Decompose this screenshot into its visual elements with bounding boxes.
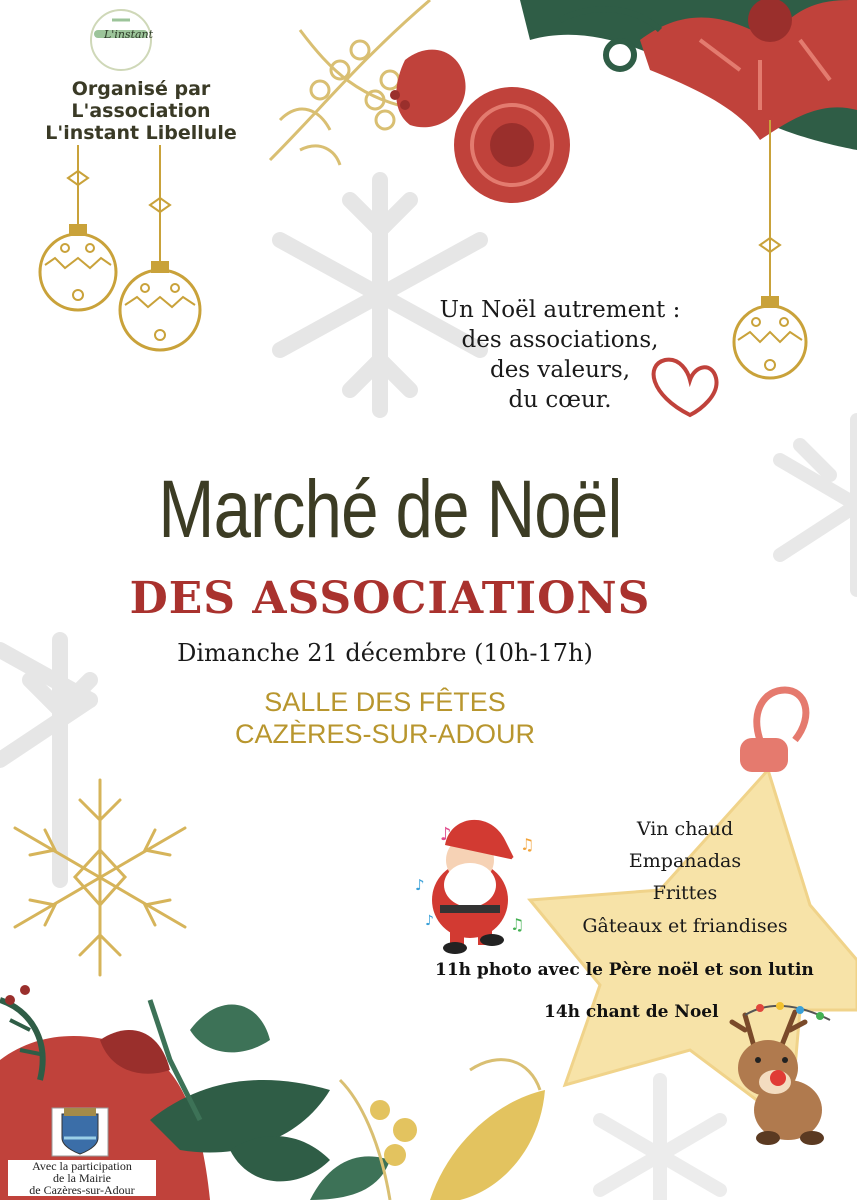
activity-item: 14h chant de Noel (544, 1002, 719, 1022)
organizer-line-3: L'instant Libellule (45, 122, 237, 144)
offer-item: Vin chaud (636, 818, 734, 840)
organizer-line-2: L'association (71, 100, 211, 122)
activity-item: 11h photo avec le Père noël et son lutin (435, 960, 814, 980)
svg-text:♫: ♫ (520, 835, 535, 854)
svg-text:♫: ♫ (510, 915, 525, 934)
svg-text:♪: ♪ (425, 913, 434, 929)
gold-snowflake-icon (15, 780, 185, 975)
ornament-icon-right (734, 120, 806, 378)
snowflake-icon-grey-right (780, 420, 857, 590)
ornament-icon-left-1 (40, 145, 116, 310)
sponsor-line-3: de Cazères-sur-Adour (29, 1183, 135, 1197)
venue-line-1: SALLE DES FÊTES (264, 687, 506, 717)
sponsor-line-2: de la Mairie (53, 1171, 111, 1185)
santa-claus-icon (415, 820, 534, 954)
venue-line-2: CAZÈRES-SUR-ADOUR (234, 719, 536, 749)
snowflake-icon-grey-bottom (600, 1080, 720, 1200)
slogan-line-2: des associations, (461, 327, 659, 353)
offer-item: Gâteaux et friandises (582, 915, 788, 937)
poinsettia-icon-top-right (390, 0, 857, 203)
event-date: Dimanche 21 décembre (10h-17h) (177, 639, 593, 667)
ornament-icon-left-2 (120, 145, 200, 350)
slogan-line-1: Un Noël autrement : (439, 297, 681, 323)
sponsor-line-1: Avec la participation (32, 1159, 132, 1173)
offer-item: Frittes (652, 882, 718, 904)
slogan-line-3: des valeurs, (489, 357, 631, 383)
event-title: Marché de Noël (158, 464, 622, 555)
offer-item: Empanadas (628, 850, 742, 872)
slogan-line-4: du cœur. (508, 387, 612, 413)
svg-text:♪: ♪ (440, 824, 452, 845)
event-subtitle: DES ASSOCIATIONS (129, 573, 651, 624)
svg-text:♪: ♪ (415, 876, 425, 894)
mairie-crest-icon (52, 1108, 108, 1156)
organizer-line-1: Organisé par (71, 78, 211, 100)
star-ornament-icon (530, 690, 857, 1125)
logo-text: L'instant (104, 28, 154, 41)
sponsor-caption (8, 1160, 156, 1196)
